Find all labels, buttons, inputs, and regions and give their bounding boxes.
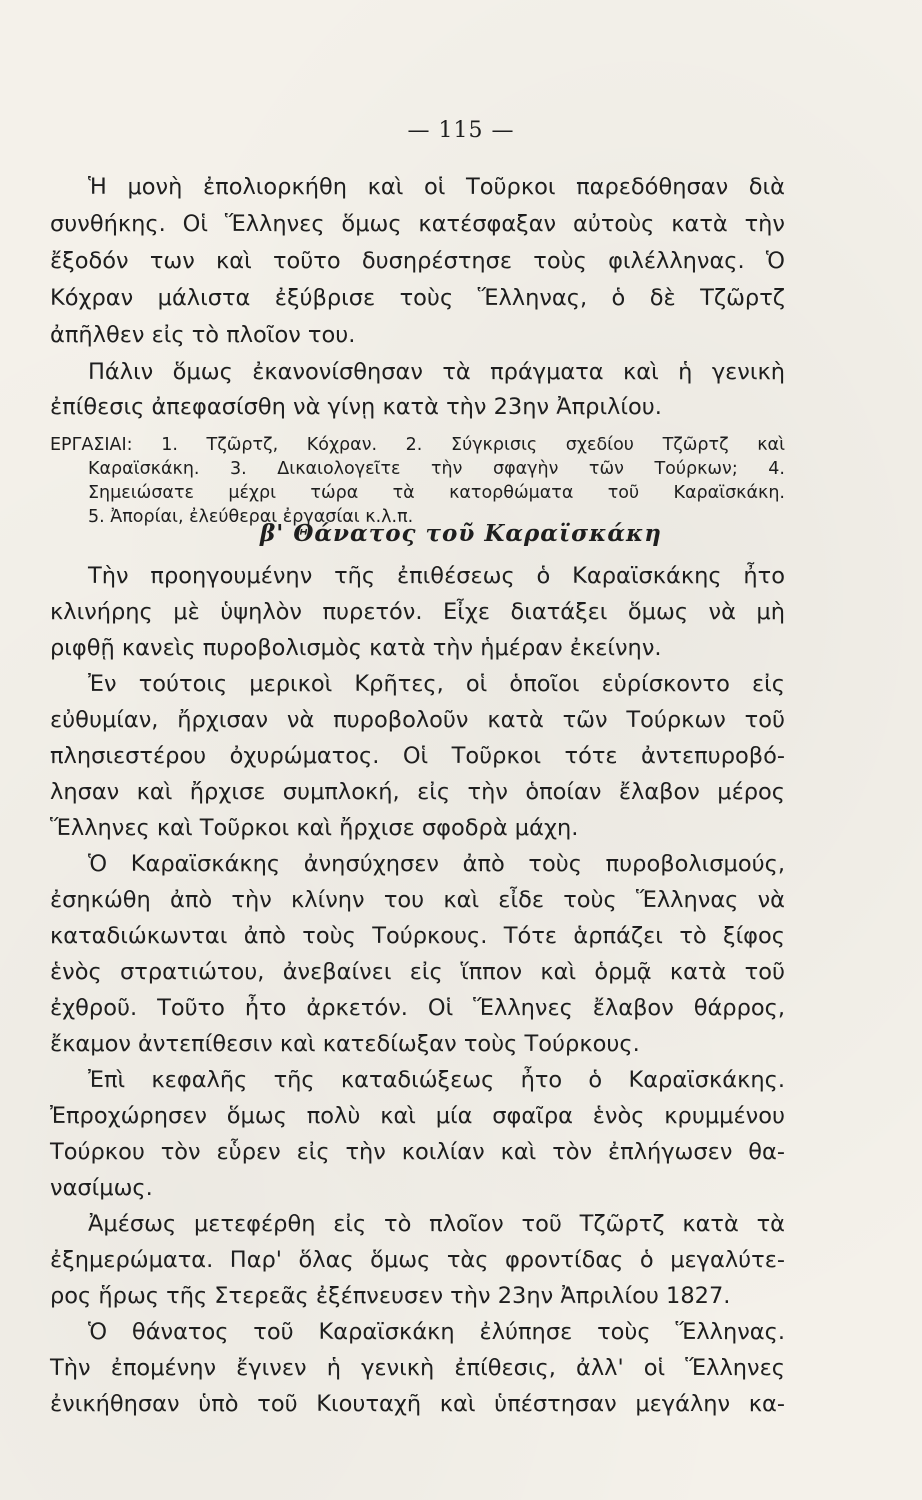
text-line: Ἀμέσως μετεφέρθη εἰς τὸ πλοῖον τοῦ Τζῶρτζ κατὰ τὰ	[88, 1211, 785, 1237]
text-line: λησαν καὶ ἤρχισε συμπλοκή, εἰς τὴν ὁποίαν ἔλαβον μέρος	[50, 779, 785, 805]
text-line: συνθήκης. Οἱ Ἕλληνες ὅμως κατέσφαξαν αὐτοὺς κατὰ τὴν	[50, 211, 785, 237]
text-line: Κόχραν μάλιστα ἐξύβρισε τοὺς Ἕλληνας, ὁ δὲ Τζῶρτζ	[50, 285, 785, 311]
exercises-line: Καραϊσκάκη. 3. Δικαιολογεῖτε τὴν σφαγὴν τῶν Τούρκων; 4.	[88, 459, 785, 479]
text-line: Ὁ θάνατος τοῦ Καραϊσκάκη ἐλύπησε τοὺς Ἕλληνας.	[88, 1319, 785, 1345]
text-line: Τὴν ἐπομένην ἔγινεν ἡ γενικὴ ἐπίθεσις, ἀλλ' οἱ Ἕλληνες	[50, 1355, 785, 1381]
text-line: Τούρκου τὸν εὗρεν εἰς τὴν κοιλίαν καὶ τὸν ἐπλήγωσεν θα-	[50, 1139, 785, 1165]
text-line: Ἕλληνες καὶ Τοῦρκοι καὶ ἤρχισε σφοδρὰ μάχη.	[50, 815, 579, 841]
text-line: εὐθυμίαν, ἤρχισαν νὰ πυροβολοῦν κατὰ τῶν Τούρκων τοῦ	[50, 707, 785, 733]
text-line: Τὴν προηγουμένην τῆς ἐπιθέσεως ὁ Καραϊσκάκης ἦτο	[88, 563, 785, 589]
text-line: ἔκαμον ἀντεπίθεσιν καὶ κατεδίωξαν τοὺς Τούρκους.	[50, 1031, 640, 1057]
exercises-line: 5. Ἀπορίαι, ἐλεύθεραι ἐργασίαι κ.λ.π.	[88, 507, 414, 527]
exercises-line: ΕΡΓΑΣΙΑΙ: 1. Τζῶρτζ, Κόχραν. 2. Σύγκρισις σχεδίου Τζῶρτζ καὶ	[50, 435, 785, 455]
text-line: ἔξοδόν των καὶ τοῦτο δυσηρέστησε τοὺς φιλέλληνας. Ὁ	[50, 248, 785, 274]
text-line: Ἐν τούτοις μερικοὶ Κρῆτες, οἱ ὁποῖοι εὑρίσκοντο εἰς	[88, 671, 785, 697]
text-line: ἐξημερώματα. Παρ' ὅλας ὅμως τὰς φροντίδας ὁ μεγαλύτε-	[50, 1247, 785, 1273]
text-line: ἐχθροῦ. Τοῦτο ἦτο ἀρκετόν. Οἱ Ἕλληνες ἔλαβον θάρρος,	[50, 995, 785, 1021]
text-line: ἐσηκώθη ἀπὸ τὴν κλίνην του καὶ εἶδε τοὺς Ἕλληνας νὰ	[50, 887, 785, 913]
text-line: ριφθῇ κανεὶς πυροβολισμὸς κατὰ τὴν ἡμέραν ἐκείνην.	[50, 635, 662, 661]
text-line: ἑνὸς στρατιώτου, ἀνεβαίνει εἰς ἵππον καὶ ὁρμᾷ κατὰ τοῦ	[50, 959, 785, 985]
text-line: Ὁ Καραϊσκάκης ἀνησύχησεν ἀπὸ τοὺς πυροβολισμούς,	[88, 851, 785, 877]
text-line: ἐπίθεσις ἀπεφασίσθη νὰ γίνῃ κατὰ τὴν 23ην Ἀπριλίου.	[50, 394, 662, 420]
text-line: Πάλιν ὅμως ἐκανονίσθησαν τὰ πράγματα καὶ ἡ γενικὴ	[88, 359, 785, 385]
text-line: πλησιεστέρου ὀχυρώματος. Οἱ Τοῦρκοι τότε ἀντεπυροβό-	[50, 743, 785, 769]
text-line: ρος ἥρως τῆς Στερεᾶς ἐξέπνευσεν τὴν 23ην Ἀπριλίου 1827.	[50, 1283, 731, 1309]
text-line: Ἐπὶ κεφαλῆς τῆς καταδιώξεως ἦτο ὁ Καραϊσκάκης.	[88, 1067, 785, 1093]
text-line: ἀπῆλθεν εἰς τὸ πλοῖον του.	[50, 322, 356, 348]
text-line: καταδιώκωνται ἀπὸ τοὺς Τούρκους. Τότε ἁρπάζει τὸ ξίφος	[50, 923, 785, 949]
page-number: — 115 —	[407, 118, 515, 143]
text-line: ἐνικήθησαν ὑπὸ τοῦ Κιουταχῆ καὶ ὑπέστησαν μεγάλην κα-	[50, 1391, 785, 1417]
text-line: Ἐπροχώρησεν ὅμως πολὺ καὶ μία σφαῖρα ἑνὸς κρυμμένου	[50, 1103, 785, 1129]
text-line: νασίμως.	[50, 1175, 153, 1201]
text-line: κλινήρης μὲ ὑψηλὸν πυρετόν. Εἶχε διατάξει ὅμως νὰ μὴ	[50, 599, 785, 625]
section-title: β' Θάνατος τοῦ Καραϊσκάκη	[260, 520, 662, 547]
exercises-line: Σημειώσατε μέχρι τώρα τὰ κατορθώματα τοῦ Καραϊσκάκη.	[88, 483, 785, 503]
text-line: Ἡ μονὴ ἐπολιορκήθη καὶ οἱ Τοῦρκοι παρεδόθησαν διὰ	[88, 174, 785, 200]
